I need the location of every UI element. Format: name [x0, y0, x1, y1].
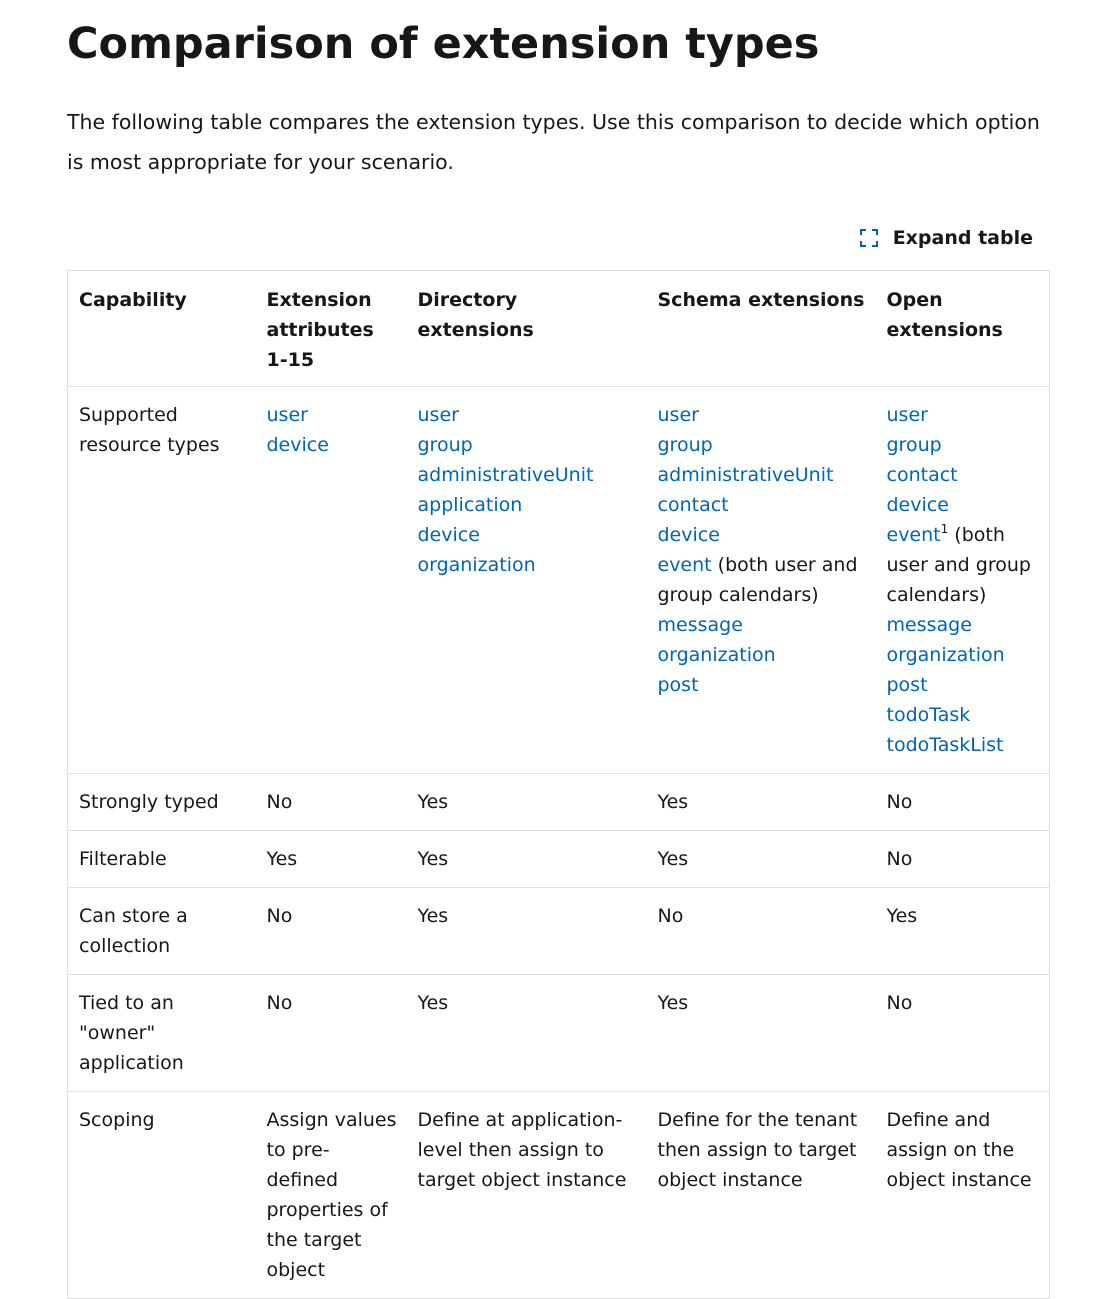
resource-type-item — [267, 430, 399, 460]
resource-type-link[interactable]: post — [886, 674, 928, 696]
resource-type-link[interactable]: message — [886, 614, 972, 636]
resource-type-link[interactable]: event — [657, 554, 712, 576]
expand-table-button[interactable] — [859, 222, 1033, 254]
expand-table-label: Expand table — [892, 227, 1033, 249]
resource-type-link[interactable]: organization — [417, 554, 536, 576]
table-cell: Yes — [407, 831, 647, 888]
table-cell: Yes — [876, 888, 1050, 975]
table-row — [68, 975, 1050, 1092]
table-cell: Assign values to pre-defined properties of the target object — [256, 1092, 407, 1299]
table-cell — [647, 387, 876, 774]
expand-icon — [859, 228, 879, 248]
resource-type-link[interactable]: contact — [886, 464, 958, 486]
event-note: (both user and group calendars) — [657, 554, 858, 606]
resource-type-link[interactable]: application — [417, 494, 523, 516]
table-cell: Supported resource types — [68, 387, 256, 774]
resource-type-link[interactable]: device — [417, 524, 480, 546]
table-cell: No — [256, 774, 407, 831]
page-title: Comparison of extension types — [67, 19, 820, 69]
resource-type-link[interactable]: user — [886, 404, 928, 426]
resource-type-item — [887, 490, 1042, 520]
resource-type-link[interactable]: user — [417, 404, 459, 426]
resource-type-link[interactable]: group — [886, 434, 942, 456]
resource-type-item — [887, 670, 1042, 700]
resource-type-item — [658, 460, 868, 490]
resource-type-item — [887, 610, 1042, 640]
resource-type-link[interactable]: organization — [886, 644, 1005, 666]
resource-type-link[interactable]: organization — [657, 644, 776, 666]
table-cell: No — [647, 888, 876, 975]
resource-type-link[interactable]: device — [266, 434, 329, 456]
resource-type-item — [418, 520, 639, 550]
resource-type-item — [887, 460, 1042, 490]
table-cell: Yes — [647, 831, 876, 888]
resource-type-link[interactable]: message — [657, 614, 743, 636]
resource-type-link[interactable]: event — [886, 524, 941, 546]
table-cell — [876, 387, 1050, 774]
resource-type-item — [658, 490, 868, 520]
table-cell: Yes — [407, 774, 647, 831]
column-header: Schema extensions — [647, 271, 876, 387]
intro-paragraph: The following table compares the extension types. Use this comparison to decide which option is most appropriate for your scenario. — [67, 110, 1040, 174]
resource-type-item — [887, 430, 1042, 460]
table-cell: No — [876, 831, 1050, 888]
resource-type-link[interactable]: post — [657, 674, 699, 696]
table-cell — [407, 387, 647, 774]
table-row — [68, 888, 1050, 975]
table-cell: Yes — [647, 774, 876, 831]
table-cell — [256, 387, 407, 774]
resource-type-item — [658, 610, 868, 640]
resource-type-item — [418, 460, 639, 490]
capability-cell: Can store a collection — [68, 888, 256, 975]
event-note: (both user and group calendars) — [886, 524, 1031, 606]
resource-type-item — [658, 550, 868, 610]
comparison-table-container — [67, 270, 1049, 1299]
resource-type-item — [418, 550, 639, 580]
resource-type-link[interactable]: administrativeUnit — [417, 464, 594, 486]
column-header: Directory extensions — [407, 271, 647, 387]
table-cell: Yes — [407, 888, 647, 975]
column-header: Open extensions — [876, 271, 1050, 387]
column-header: Extension attributes 1-15 — [256, 271, 407, 387]
resource-type-item — [418, 490, 639, 520]
resource-type-link[interactable]: todoTaskList — [886, 734, 1004, 756]
table-cell: Define at application-level then assign to target object instance — [407, 1092, 647, 1299]
resource-type-item — [418, 400, 639, 430]
table-cell: Yes — [256, 831, 407, 888]
resource-type-link[interactable]: group — [657, 434, 713, 456]
resource-type-link[interactable]: contact — [657, 494, 729, 516]
resource-type-item — [887, 400, 1042, 430]
capability-cell: Scoping — [68, 1092, 256, 1299]
comparison-table — [67, 270, 1050, 1299]
resource-type-item — [887, 730, 1042, 760]
resource-type-link[interactable]: group — [417, 434, 473, 456]
resource-type-item — [658, 430, 868, 460]
table-cell: Define and assign on the object instance — [876, 1092, 1050, 1299]
resource-type-link[interactable]: device — [657, 524, 720, 546]
capability-cell: Strongly typed — [68, 774, 256, 831]
table-cell: No — [256, 975, 407, 1092]
resource-type-item — [887, 640, 1042, 670]
capability-cell: Tied to an "owner" application — [68, 975, 256, 1092]
resource-type-link[interactable]: administrativeUnit — [657, 464, 834, 486]
table-cell: Yes — [407, 975, 647, 1092]
resource-type-link[interactable]: device — [886, 494, 949, 516]
capability-cell: Filterable — [68, 831, 256, 888]
resource-type-link[interactable]: todoTask — [886, 704, 971, 726]
resource-type-link[interactable]: user — [657, 404, 699, 426]
resource-type-item — [887, 700, 1042, 730]
table-cell: No — [876, 774, 1050, 831]
resource-type-item — [887, 520, 1042, 610]
table-cell: No — [256, 888, 407, 975]
resource-type-item — [267, 400, 399, 430]
table-header-row — [68, 271, 1050, 387]
table-row — [68, 1092, 1050, 1299]
resource-type-link[interactable]: user — [266, 404, 308, 426]
resource-type-item — [658, 640, 868, 670]
resource-type-item — [658, 400, 868, 430]
resource-type-item — [658, 520, 868, 550]
column-header: Capability — [68, 271, 256, 387]
table-row — [68, 387, 1050, 774]
table-row — [68, 774, 1050, 831]
footnote-marker: 1 — [940, 522, 949, 536]
resource-type-item — [658, 670, 868, 700]
resource-type-item — [418, 430, 639, 460]
table-cell: No — [876, 975, 1050, 1092]
table-cell: Define for the tenant then assign to target object instance — [647, 1092, 876, 1299]
table-row — [68, 831, 1050, 888]
table-cell: Yes — [647, 975, 876, 1092]
